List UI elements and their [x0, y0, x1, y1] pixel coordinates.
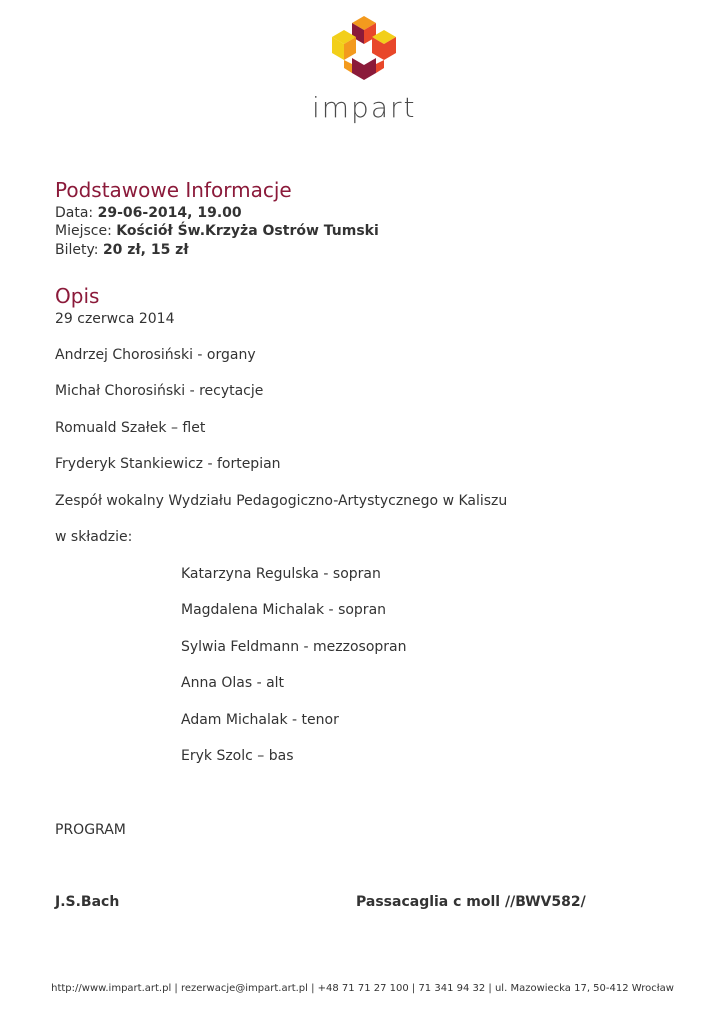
program-composer-name: J.S.Bach — [55, 894, 120, 910]
ensemble-member: Anna Olas - alt — [181, 675, 285, 691]
program-work — [356, 893, 586, 911]
ensemble-member: Katarzyna Regulska - sopran — [181, 566, 381, 582]
ensemble-member: Adam Michalak - tenor — [181, 712, 339, 728]
footer-contact: http://www.impart.art.pl | rezerwacje@impart.art.pl | +48 71 71 27 100 | 71 341 94 32 | ul. Mazowiecka 17, 50-412 Wrocław — [51, 983, 674, 994]
date-line — [55, 204, 242, 222]
description-date: 29 czerwca 2014 — [55, 311, 175, 327]
ensemble-member: Sylwia Feldmann - mezzosopran — [181, 639, 407, 655]
performer-line: Andrzej Chorosiński - organy — [55, 347, 256, 363]
date-value: 29-06-2014, 19.00 — [97, 205, 242, 221]
date-label: Data: — [55, 205, 94, 221]
tickets-label: Bilety: — [55, 242, 99, 258]
impart-logo — [310, 14, 418, 124]
ensemble-member: Magdalena Michalak - sopran — [181, 602, 387, 618]
basic-info-title: Podstawowe Informacje — [55, 178, 292, 202]
tickets-value: 20 zł, 15 zł — [102, 242, 189, 258]
description-title: Opis — [55, 284, 100, 308]
performer-line: Zespół wokalny Wydziału Pedagogiczno-Artystycznego w Kaliszu — [55, 493, 508, 509]
place-label: Miejsce: — [55, 223, 112, 239]
program-composer — [55, 893, 119, 911]
performer-line: Romuald Szałek – flet — [55, 420, 206, 436]
tickets-line — [55, 241, 189, 259]
ensemble-member: Eryk Szolc – bas — [181, 748, 294, 764]
program-heading: PROGRAM — [55, 822, 126, 838]
place-value: Kościół Św.Krzyża Ostrów Tumski — [116, 223, 379, 239]
logo-wordmark: impart — [312, 91, 417, 124]
performer-line: Fryderyk Stankiewicz - fortepian — [55, 456, 281, 472]
performer-line: Michał Chorosiński - recytacje — [55, 383, 264, 399]
performer-line: w składzie: — [55, 529, 133, 545]
program-work-title: Passacaglia c moll //BWV582/ — [356, 894, 586, 910]
impart-logo-mark — [332, 16, 396, 80]
place-line — [55, 222, 379, 240]
